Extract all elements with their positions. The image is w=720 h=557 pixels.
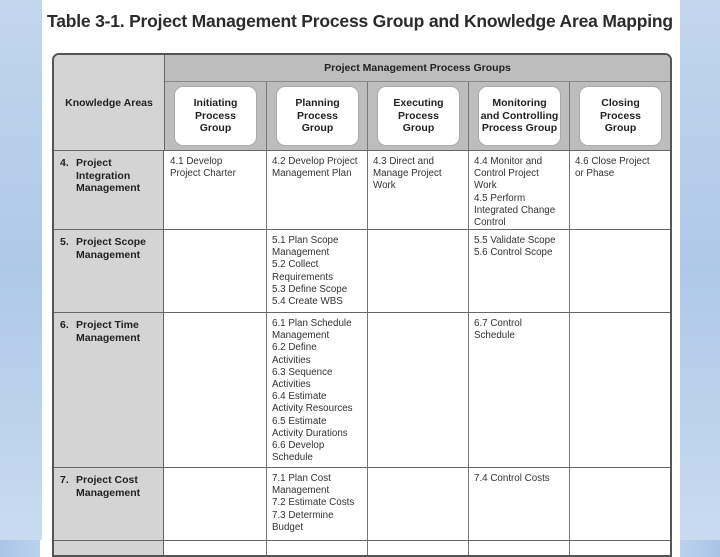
- knowledge-area-cell: [54, 313, 164, 467]
- knowledge-area-number: 5.: [60, 236, 69, 248]
- knowledge-area-name: Project Scope Management: [76, 236, 147, 261]
- table-cell-closing: [569, 541, 670, 557]
- table-cell-closing: 4.6 Close Project or Phase: [569, 151, 670, 229]
- knowledge-area-number: 4.: [60, 157, 69, 169]
- left-background-band: [0, 0, 42, 540]
- knowledge-area-name: Project Integration Management: [76, 157, 141, 194]
- table-cell-initiating: [165, 541, 266, 557]
- table-cell-initiating: 4.1 Develop Project Charter: [170, 156, 236, 180]
- table-cell-initiating: [165, 468, 266, 540]
- knowledge-areas-header: Knowledge Areas: [54, 55, 165, 151]
- table-cell-monitoring: 5.5 Validate Scope 5.6 Control Scope: [468, 230, 569, 312]
- table-cell-monitoring: 7.4 Control Costs: [468, 468, 569, 540]
- table-cell-monitoring: 6.7 Control Schedule: [468, 313, 569, 467]
- table-cell-planning: [266, 541, 367, 557]
- table-cell-closing: [569, 468, 670, 540]
- table-row-continued: [54, 541, 670, 557]
- table-title: Table 3-1. Project Management Process Group and Knowledge Area Mapping: [47, 11, 673, 31]
- process-group-header-initiating: [165, 82, 266, 150]
- process-group-label: Closing Process Group: [579, 86, 662, 146]
- table-cell-planning: 6.1 Plan Schedule Management 6.2 Define Activities 6.3 Sequence Activities 6.4 Estimate Activity Resources 6.5 Estimate Activity Durations 6.6 Develop Schedule: [266, 313, 367, 467]
- process-group-label: Planning Process Group: [276, 86, 359, 146]
- table-cell-planning: 4.2 Develop Project Management Plan: [266, 151, 367, 229]
- table-cell-closing: [569, 230, 670, 312]
- table-cell-executing: [367, 230, 468, 312]
- table-row-integration: [54, 151, 670, 230]
- knowledge-area-name: Project Cost Management: [76, 474, 141, 499]
- process-groups-header: Project Management Process Groups: [165, 55, 670, 82]
- knowledge-area-number: 6.: [60, 319, 69, 331]
- table-row-time: [54, 313, 670, 468]
- knowledge-area-cell: [54, 468, 164, 540]
- table-cell-initiating: [165, 313, 266, 467]
- table-cell-executing: [367, 313, 468, 467]
- mapping-table: [52, 53, 672, 557]
- process-group-header-executing: [367, 82, 469, 150]
- process-group-label: Initiating Process Group: [174, 86, 257, 146]
- table-cell-executing: [367, 541, 468, 557]
- knowledge-area-cell: [54, 151, 164, 229]
- table-cell-monitoring: [468, 541, 569, 557]
- table-cell-executing: 4.3 Direct and Manage Project Work: [367, 151, 468, 229]
- process-group-header-monitoring: [468, 82, 570, 150]
- table-cell-planning: 5.1 Plan Scope Management 5.2 Collect Requirements 5.3 Define Scope 5.4 Create WBS: [266, 230, 367, 312]
- knowledge-area-cell: [54, 541, 164, 557]
- table-row-scope: [54, 230, 670, 313]
- knowledge-area-number: 7.: [60, 474, 69, 486]
- table-cell-planning: 7.1 Plan Cost Management 7.2 Estimate Costs 7.3 Determine Budget: [266, 468, 367, 540]
- right-background-band: [680, 0, 720, 540]
- process-group-label: Executing Process Group: [377, 86, 460, 146]
- table-row-cost: [54, 468, 670, 541]
- table-cell-executing: [367, 468, 468, 540]
- process-group-header-planning: [266, 82, 368, 150]
- table-cell-monitoring: 4.4 Monitor and Control Project Work 4.5 Perform Integrated Change Control: [468, 151, 569, 229]
- process-group-header-row: [165, 82, 670, 151]
- knowledge-area-cell: [54, 230, 164, 312]
- process-group-header-closing: [569, 82, 671, 150]
- process-group-label: Monitoring and Controlling Process Group: [478, 86, 561, 146]
- knowledge-area-name: Project Time Management: [76, 319, 141, 344]
- table-cell-closing: [569, 313, 670, 467]
- table-cell-initiating: [165, 230, 266, 312]
